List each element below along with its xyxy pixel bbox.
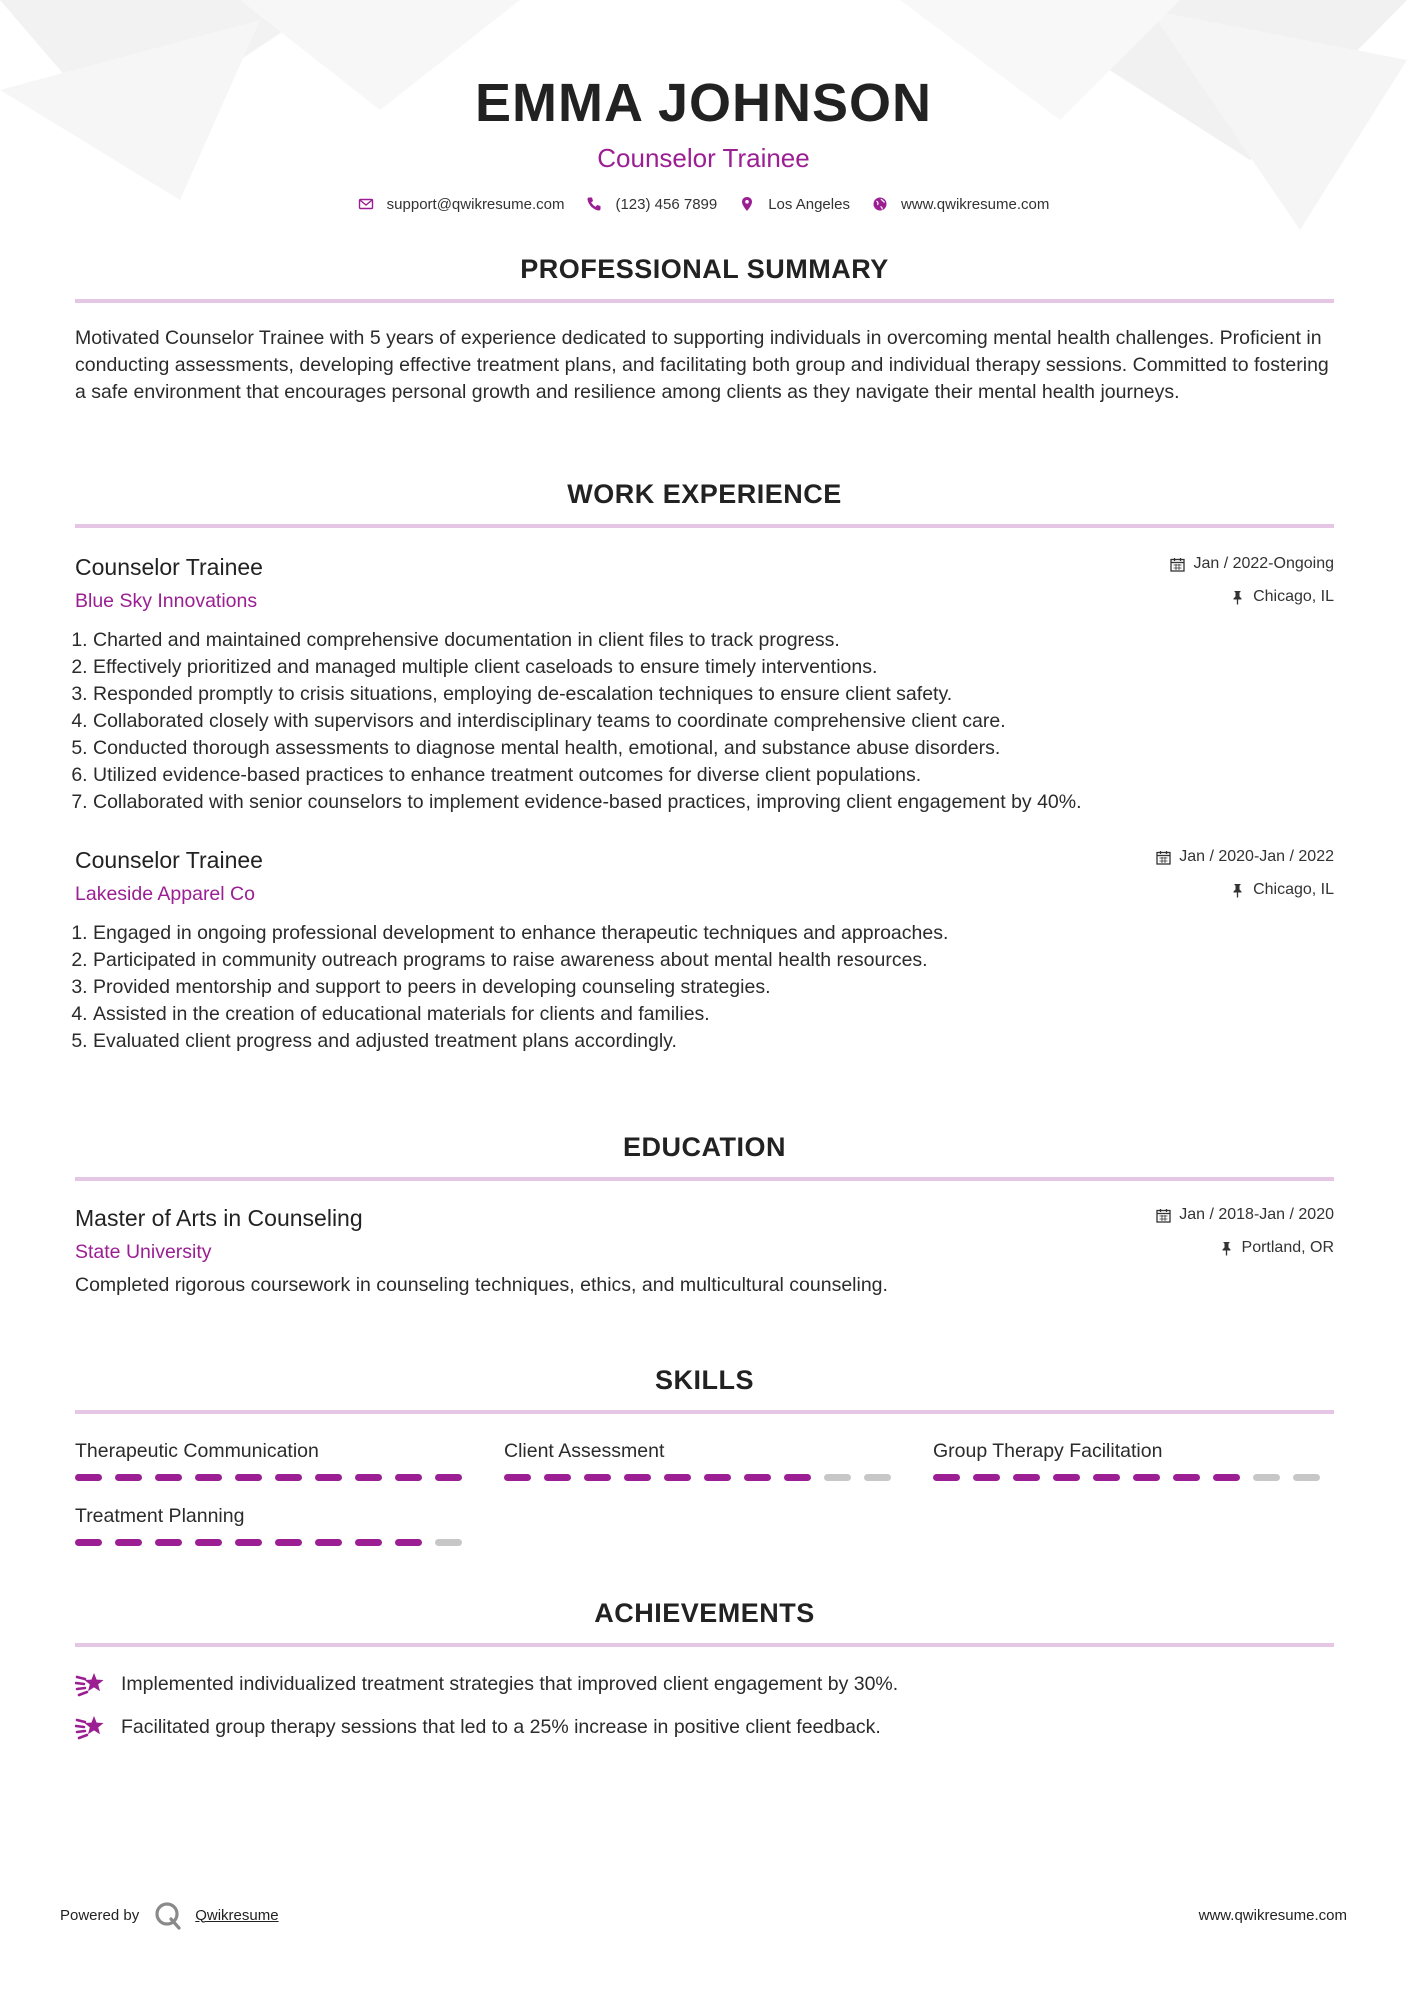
dates-text: Jan / 2018-Jan / 2020 [1179,1206,1334,1223]
skill-name: Client Assessment [504,1440,665,1462]
skill-level-bar [75,1474,475,1481]
skill-dash-filled [75,1474,102,1481]
brand-link[interactable]: Qwikresume [195,1906,279,1924]
education-meta [1156,1203,1334,1260]
website-text: www.qwikresume.com [900,195,1050,213]
skill-dash-filled [624,1474,651,1481]
skill-level-bar [504,1474,904,1481]
skill-dash-filled [235,1539,262,1546]
job-title: Counselor Trainee [75,847,263,873]
bullet-item: 1. Engaged in ongoing professional development to enhance therapeutic techniques and approaches. [93,920,1334,947]
skill-item [75,1503,475,1546]
bullet-item: 2. Participated in community outreach programs to raise awareness about mental health resources. [93,947,1334,974]
job-dates [1156,845,1334,869]
skill-dash-filled [704,1474,731,1481]
bullet-item: 4. Assisted in the creation of educational materials for clients and families. [93,1001,1334,1028]
experience-section [75,478,1334,1055]
skill-item [933,1438,1333,1481]
skills-grid [75,1438,1334,1546]
star-award-icon [75,1712,107,1742]
achievement-text: Facilitated group therapy sessions that led to a 25% increase in positive client feedback. [121,1715,881,1738]
bullet-item: 5. Conducted thorough assessments to diagnose mental health, emotional, and substance abuse disorders. [93,735,1334,762]
skill-dash-filled [1213,1474,1240,1481]
skill-dash-filled [195,1474,222,1481]
skill-dash-filled [155,1539,182,1546]
skill-dash-empty [864,1474,891,1481]
page-footer [60,1900,1347,1930]
pushpin-icon [1219,1241,1234,1256]
section-divider [75,1643,1334,1647]
job-title: Counselor Trainee [75,554,263,580]
skill-dash-filled [1173,1474,1200,1481]
footer-url[interactable]: www.qwikresume.com [1198,1906,1347,1924]
skill-dash-filled [75,1539,102,1546]
skill-dash-filled [504,1474,531,1481]
education-entry [75,1203,1334,1299]
skill-dash-filled [275,1539,302,1546]
contact-location [739,196,850,213]
job-company: Lakeside Apparel Co [75,883,255,905]
summary-section [75,253,1334,406]
education-location [1156,1236,1334,1260]
skill-dash-filled [275,1474,302,1481]
skills-section [75,1364,1334,1546]
job-location [1170,585,1334,609]
dates-text: Jan / 2020-Jan / 2022 [1179,848,1334,865]
skill-item [75,1438,475,1481]
job-meta [1156,845,1334,902]
skill-dash-filled [395,1539,422,1546]
skill-dash-filled [584,1474,611,1481]
qwikresume-logo-icon [153,1900,183,1930]
skill-name: Treatment Planning [75,1505,245,1527]
job-meta [1170,552,1334,609]
skill-dash-filled [664,1474,691,1481]
skill-dash-filled [115,1474,142,1481]
summary-text: Motivated Counselor Trainee with 5 years of experience dedicated to supporting individuals in overcoming mental health challenges. Proficient in conducting assessments, developing effective treatment plans, and facilitating both group and individual therapy sessions. Committed to fostering a safe environment that encourages personal growth and resilience among clients as they navigate their mental health journeys. [75,327,1329,403]
skill-dash-filled [973,1474,1000,1481]
skill-dash-filled [1053,1474,1080,1481]
phone-icon [586,196,602,212]
skill-dash-filled [1013,1474,1040,1481]
phone-text: (123) 456 7899 [615,195,718,213]
education-section [75,1131,1334,1299]
job-bullets [75,920,1334,1055]
bullet-item: 6. Utilized evidence-based practices to enhance treatment outcomes for diverse client populations. [93,762,1334,789]
candidate-role: Counselor Trainee [597,143,810,173]
location-text: Portland, OR [1241,1239,1334,1256]
skill-dash-filled [355,1474,382,1481]
skill-level-bar [75,1539,475,1546]
map-pin-icon [739,196,755,212]
skill-dash-filled [1093,1474,1120,1481]
section-divider [75,299,1334,303]
skill-dash-filled [235,1474,262,1481]
bullet-item: 5. Evaluated client progress and adjusted treatment plans accordingly. [93,1028,1334,1055]
bullet-item: 4. Collaborated closely with supervisors and interdisciplinary teams to coordinate comprehensive client care. [93,708,1334,735]
section-divider [75,1410,1334,1414]
skill-name: Group Therapy Facilitation [933,1440,1163,1462]
bullet-item: 1. Charted and maintained comprehensive documentation in client files to track progress. [93,627,1334,654]
achievement-item [75,1712,1334,1742]
job-location [1156,878,1334,902]
skill-dash-filled [1133,1474,1160,1481]
skill-dash-empty [1253,1474,1280,1481]
education-dates [1156,1203,1334,1227]
section-title: SKILLS [654,1365,754,1395]
skill-dash-filled [315,1474,342,1481]
skill-dash-filled [544,1474,571,1481]
achievement-text: Implemented individualized treatment strategies that improved client engagement by 30%. [121,1672,899,1695]
school-name: State University [75,1241,212,1263]
calendar-icon [1170,557,1185,572]
email-text: support@qwikresume.com [386,195,565,213]
section-divider [75,524,1334,528]
skill-dash-empty [435,1539,462,1546]
skill-dash-filled [315,1539,342,1546]
skill-dash-filled [195,1539,222,1546]
skill-item [504,1438,904,1481]
envelope-icon [358,196,374,212]
contact-email[interactable] [358,196,565,213]
skill-dash-filled [155,1474,182,1481]
skill-dash-filled [355,1539,382,1546]
job-entry [75,552,1334,816]
globe-icon [872,196,888,212]
skill-dash-empty [824,1474,851,1481]
section-title: ACHIEVEMENTS [594,1598,815,1628]
section-divider [75,1177,1334,1181]
degree-title: Master of Arts in Counseling [75,1205,363,1231]
location-text: Chicago, IL [1253,588,1334,605]
contact-website[interactable] [872,196,1049,213]
bullet-item: 3. Provided mentorship and support to peers in developing counseling strategies. [93,974,1334,1001]
powered-by [60,1900,279,1930]
contact-row [0,192,1407,216]
achievement-item [75,1669,1334,1699]
candidate-name: EMMA JOHNSON [474,73,933,133]
calendar-icon [1156,850,1171,865]
dates-text: Jan / 2022-Ongoing [1193,555,1334,572]
skill-dash-filled [395,1474,422,1481]
powered-by-label: Powered by [60,1906,140,1924]
skill-dash-empty [1293,1474,1320,1481]
achievements-list [75,1669,1334,1742]
section-title: PROFESSIONAL SUMMARY [520,254,889,284]
job-bullets [75,627,1334,816]
skill-name: Therapeutic Communication [75,1440,319,1462]
education-description: Completed rigorous coursework in counseling techniques, ethics, and multicultural counseling. [75,1274,888,1296]
star-award-icon [75,1669,107,1699]
skill-dash-filled [784,1474,811,1481]
skill-dash-filled [115,1539,142,1546]
job-dates [1170,552,1334,576]
location-text: Chicago, IL [1253,881,1334,898]
section-title: WORK EXPERIENCE [567,479,842,509]
bullet-item: 7. Collaborated with senior counselors to implement evidence-based practices, improving client engagement by 40%. [93,789,1334,816]
skill-level-bar [933,1474,1333,1481]
contact-phone[interactable] [586,196,717,213]
skill-dash-filled [435,1474,462,1481]
pushpin-icon [1230,590,1245,605]
resume-header [0,0,1407,216]
achievements-section [75,1597,1334,1755]
skill-dash-filled [744,1474,771,1481]
job-company: Blue Sky Innovations [75,590,258,612]
calendar-icon [1156,1208,1171,1223]
bullet-item: 2. Effectively prioritized and managed multiple client caseloads to ensure timely interventions. [93,654,1334,681]
pushpin-icon [1230,883,1245,898]
location-text: Los Angeles [768,195,850,213]
section-title: EDUCATION [623,1132,786,1162]
job-entry [75,845,1334,1055]
skill-dash-filled [933,1474,960,1481]
bullet-item: 3. Responded promptly to crisis situations, employing de-escalation techniques to ensure client safety. [93,681,1334,708]
